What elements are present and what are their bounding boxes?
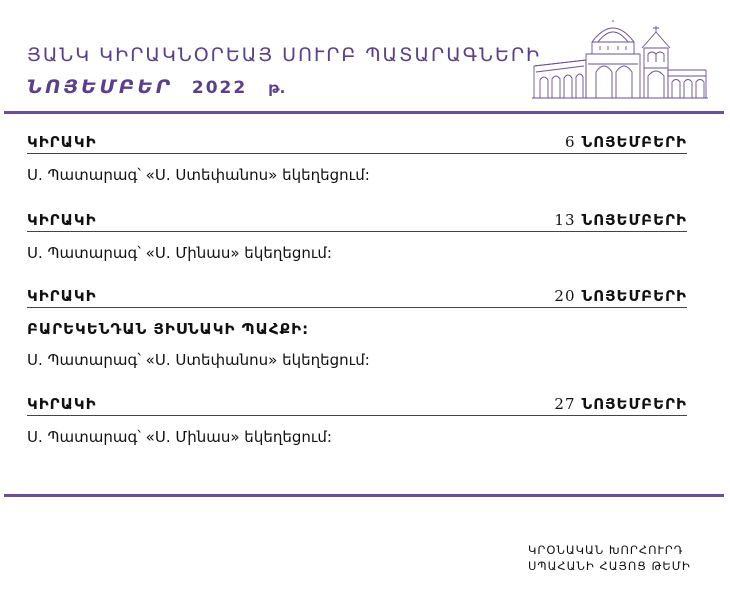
entry-feast: ԲԱՐԵԿԵՆԴԱՆ ՅԻՍՆԱԿԻ ՊԱՀՔԻ:	[27, 320, 310, 338]
bottom-divider	[4, 494, 724, 497]
month-label: ՆՈՅԵՄԲԵՐ	[27, 76, 173, 98]
entry-date	[554, 211, 687, 229]
entry-day: ԿԻՐԱԿԻ	[27, 287, 97, 305]
page-title: ՅԱՆԿ ԿԻՐԱԿՆՕՐԵԱՅ ՍՈՒՐԲ ՊԱՏԱՐԱԳՆԵՐԻ	[27, 44, 542, 66]
entry-text: Ս. Պատարագ՝ «Ս. Ստեփանոս» եկեղեցում:	[27, 351, 370, 369]
entry-date	[554, 395, 687, 413]
date-month: ՆՈՅԵՄԲԵՐԻ	[581, 211, 687, 229]
entry-day: ԿԻՐԱԿԻ	[27, 133, 97, 151]
entry-text: Ս. Պատարագ՝ «Ս. Ստեփանոս» եկեղեցում:	[27, 166, 370, 184]
date-number: 13	[554, 211, 576, 229]
entry-text: Ս. Պատարագ՝ «Ս. Մինաս» եկեղեցում:	[27, 428, 332, 446]
top-divider	[4, 111, 724, 114]
year-suffix: թ.	[268, 79, 286, 97]
date-number: 6	[564, 133, 576, 151]
entry-header	[27, 285, 687, 308]
date-number: 27	[554, 395, 576, 413]
church-icon	[530, 20, 710, 102]
date-month: ՆՈՅԵՄԲԵՐԻ	[581, 395, 687, 413]
entry-text: Ս. Պատարագ՝ «Ս. Մինաս» եկեղեցում:	[27, 244, 332, 262]
entry-date	[554, 287, 687, 305]
footer-line-2: ՍՊԱՀԱՆԻ ՀԱՅՈՑ ԹԵՄԻ	[528, 559, 691, 573]
date-number: 20	[554, 287, 576, 305]
date-month: ՆՈՅԵՄԲԵՐԻ	[581, 133, 687, 151]
date-month: ՆՈՅԵՄԲԵՐԻ	[581, 287, 687, 305]
entry-header	[27, 393, 687, 416]
entry-date	[565, 133, 687, 151]
month-heading	[27, 76, 285, 98]
entry-day: ԿԻՐԱԿԻ	[27, 211, 97, 229]
footer-line-1: ԿՐՕՆԱԿԱՆ ԽՈՐՀՈՒՐԴ	[528, 543, 684, 557]
entry-header	[27, 209, 687, 232]
entry-header	[27, 131, 687, 154]
year-label: 2022	[191, 78, 248, 98]
entry-day: ԿԻՐԱԿԻ	[27, 395, 97, 413]
